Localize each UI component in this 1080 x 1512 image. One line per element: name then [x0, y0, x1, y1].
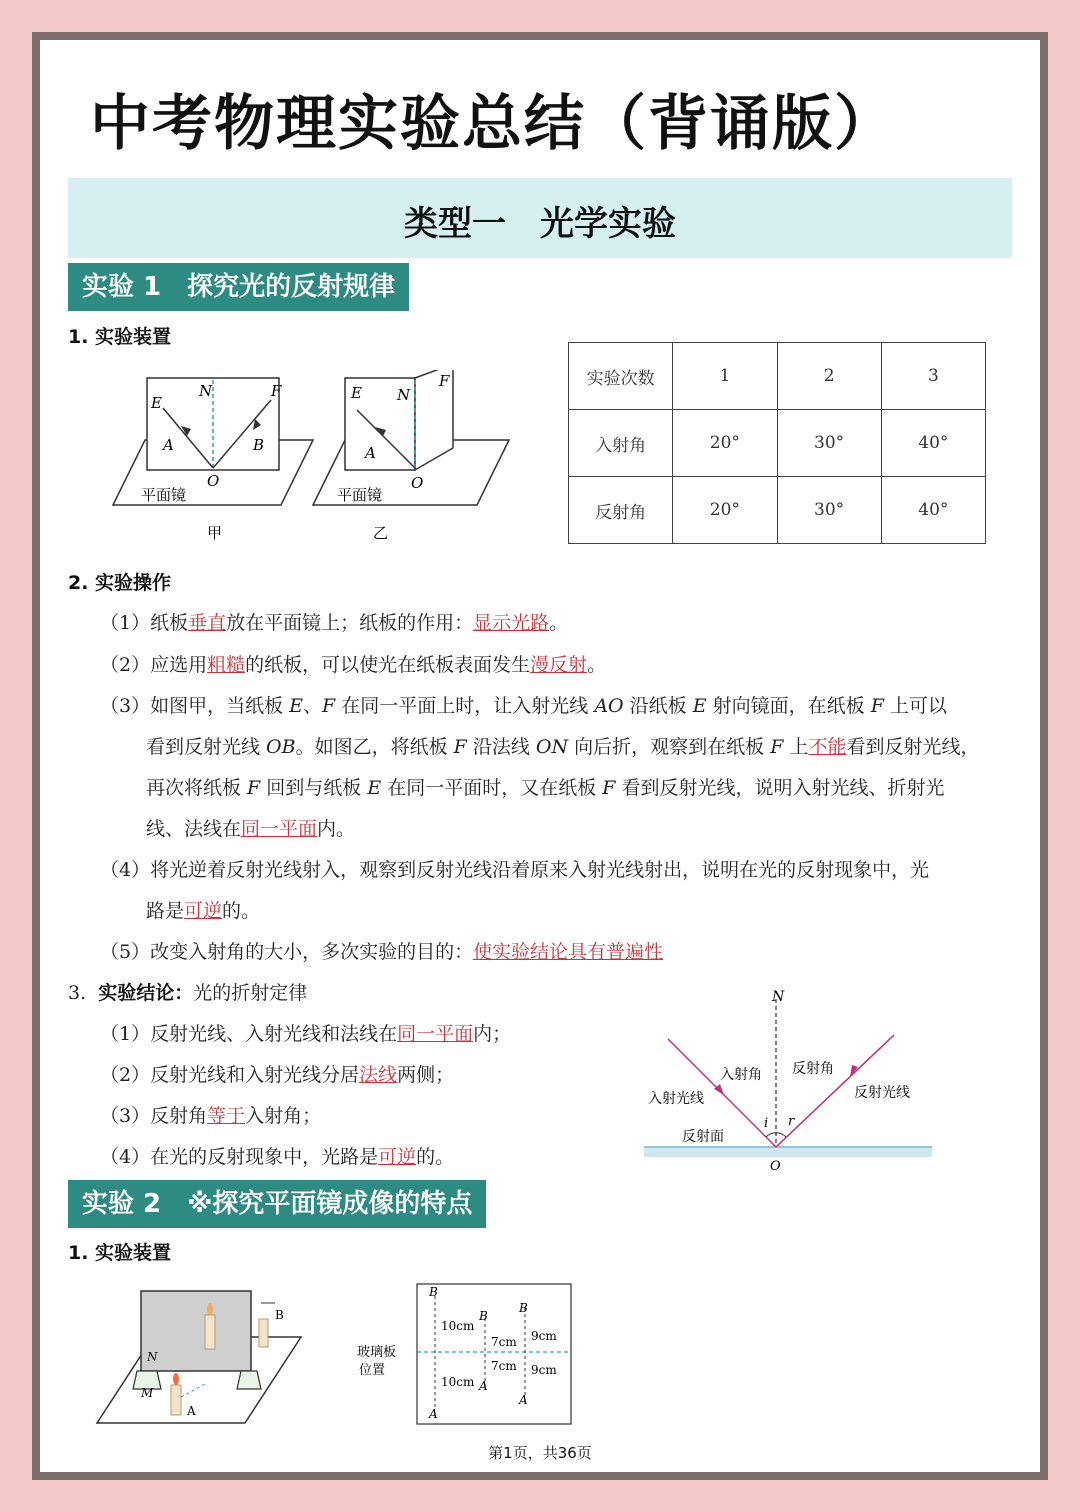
- table-cell: 20°: [673, 477, 777, 544]
- label-yi: 乙: [373, 524, 389, 542]
- diagram-label-surface: 反射面: [682, 1129, 724, 1145]
- app-label-M: M: [141, 1386, 154, 1400]
- diagram-label-O: O: [770, 1159, 781, 1170]
- dist-label: 10cm: [441, 1319, 475, 1333]
- label-mirror-jia: 平面镜: [141, 486, 187, 504]
- table-row: [569, 477, 986, 544]
- answer-blank: 垂直: [188, 612, 227, 634]
- op2-line: （2）应选用粗糙的纸板，可以使光在纸板表面发生漫反射。: [100, 654, 607, 676]
- reflection-law-diagram: [640, 985, 940, 1170]
- answer-blank: 粗糙: [207, 654, 246, 676]
- table-cell: 20°: [673, 410, 777, 477]
- conclusion-4: （4）在光的反射现象中，光路是可逆的。: [100, 1146, 455, 1168]
- answer-blank: 同一平面: [397, 1023, 474, 1045]
- label-N-yi: N: [397, 386, 411, 404]
- app-label-N: N: [147, 1350, 158, 1364]
- label-A2: A: [479, 1379, 488, 1393]
- label-O-jia: O: [207, 472, 220, 490]
- diagram-label-incident-ray: 入射光线: [648, 1091, 704, 1107]
- exp1-banner: 实验 1 探究光的反射规律: [68, 263, 409, 311]
- angle-data-table: [568, 342, 986, 544]
- app-label-B: B: [275, 1308, 284, 1322]
- op3-line-4: 线、法线在同一平面内。: [146, 818, 356, 840]
- label-N-jia: N: [199, 382, 213, 400]
- answer-blank: 等于: [207, 1105, 246, 1127]
- section-banner: [68, 178, 1012, 258]
- table-cell: 2: [777, 343, 881, 410]
- op5-line: （5）改变入射角的大小，多次实验的目的：使实验结论具有普遍性: [100, 941, 664, 963]
- table-cell: 1: [673, 343, 777, 410]
- section-banner-text: 类型一 光学实验: [404, 204, 676, 244]
- table-cell: 3: [881, 343, 985, 410]
- table-cell: 反射角: [569, 477, 673, 544]
- page-footer: 第1页，共36页: [488, 1444, 592, 1462]
- diagram-label-reflect-angle: 反射角: [792, 1061, 834, 1077]
- diagram-label-incident-angle: 入射角: [720, 1067, 762, 1083]
- table-cell: 入射角: [569, 410, 673, 477]
- label-E-jia: E: [151, 394, 162, 412]
- exp2-setup-heading: 1. 实验装置: [68, 1242, 172, 1264]
- table-cell: 30°: [777, 410, 881, 477]
- diagram-label-N: N: [772, 989, 785, 1005]
- table-cell: 40°: [881, 410, 985, 477]
- conclusion-3: （3）反射角等于入射角；: [100, 1105, 322, 1127]
- diagram-label-i: i: [764, 1116, 769, 1131]
- table-cell: 实验次数: [569, 343, 673, 410]
- label-glass: 玻璃板: [357, 1345, 397, 1360]
- conclusion-1: （1）反射光线、入射光线和法线在同一平面内；: [100, 1023, 512, 1045]
- answer-blank: 漫反射: [530, 654, 588, 676]
- table-cell: 30°: [777, 477, 881, 544]
- answer-blank: 使实验结论具有普遍性: [473, 941, 664, 963]
- dist-label: 9cm: [531, 1363, 557, 1377]
- image-distance-diagram: [355, 1282, 580, 1427]
- label-F-yi: F: [439, 372, 450, 390]
- plane-mirror-apparatus: [95, 1285, 305, 1425]
- conclusion-heading: 3. 实验结论：光的折射定律: [68, 982, 308, 1004]
- label-A-yi: A: [365, 444, 376, 462]
- label-mirror-yi: 平面镜: [337, 486, 383, 504]
- op4-line-1: （4）将光逆着反射光线射入，观察到反射光线沿着原来入射光线射出，说明在光的反射现象中，光: [100, 859, 930, 881]
- label-B3: B: [519, 1301, 528, 1315]
- page-title: 中考物理实验总结（背诵版）: [90, 89, 896, 159]
- label-O-yi: O: [411, 474, 424, 492]
- op1-line: （1）纸板垂直放在平面镜上；纸板的作用：显示光路。: [100, 612, 569, 634]
- answer-blank: 可逆: [184, 900, 223, 922]
- table-row: [569, 410, 986, 477]
- dist-label: 7cm: [491, 1335, 517, 1349]
- label-B-jia: B: [253, 436, 265, 454]
- diagram-label-reflect-ray: 反射光线: [854, 1085, 910, 1101]
- dist-label: 9cm: [531, 1329, 557, 1343]
- label-F-jia: F: [271, 382, 282, 400]
- op4-line-2: 路是可逆的。: [146, 900, 261, 922]
- answer-blank: 同一平面: [241, 818, 318, 840]
- label-jia: 甲: [207, 524, 223, 542]
- answer-blank: 法线: [359, 1064, 398, 1086]
- table-row: [569, 343, 986, 410]
- label-B2: B: [479, 1309, 488, 1323]
- op3-line-2: 看到反射光线 OB。如图乙，将纸板 F 沿法线 ON 向后折，观察到在纸板 F 上不能看到反射光线，: [146, 736, 980, 758]
- exp1-setup-heading: 1. 实验装置: [68, 326, 172, 348]
- label-B1: B: [429, 1285, 438, 1299]
- dist-label: 7cm: [491, 1359, 517, 1373]
- answer-blank: 可逆: [378, 1146, 417, 1168]
- label-position: 位置: [359, 1363, 386, 1378]
- label-A3: A: [519, 1393, 528, 1407]
- op3-line-1: （3）如图甲，当纸板 E、F 在同一平面上时，让入射光线 AO 沿纸板 E 射向镜面，在纸板 F 上可以: [100, 695, 947, 717]
- label-E-yi: E: [351, 384, 362, 402]
- label-A-jia: A: [163, 436, 174, 454]
- op3-line-3: 再次将纸板 F 回到与纸板 E 在同一平面时，又在纸板 F 看到反射光线，说明入射光线、折射光: [146, 777, 945, 799]
- exp2-banner: 实验 2 ※探究平面镜成像的特点: [68, 1180, 486, 1228]
- answer-blank: 不能: [808, 736, 847, 758]
- exp1-ops-heading: 2. 实验操作: [68, 572, 172, 594]
- reflection-apparatus-figure: [105, 370, 525, 550]
- table-cell: 40°: [881, 477, 985, 544]
- app-label-A: A: [187, 1404, 196, 1418]
- answer-blank: 显示光路: [473, 612, 550, 634]
- dist-label: 10cm: [441, 1375, 475, 1389]
- diagram-label-r: r: [788, 1114, 795, 1129]
- conclusion-2: （2）反射光线和入射光线分居法线两侧；: [100, 1064, 455, 1086]
- label-A1: A: [429, 1407, 438, 1421]
